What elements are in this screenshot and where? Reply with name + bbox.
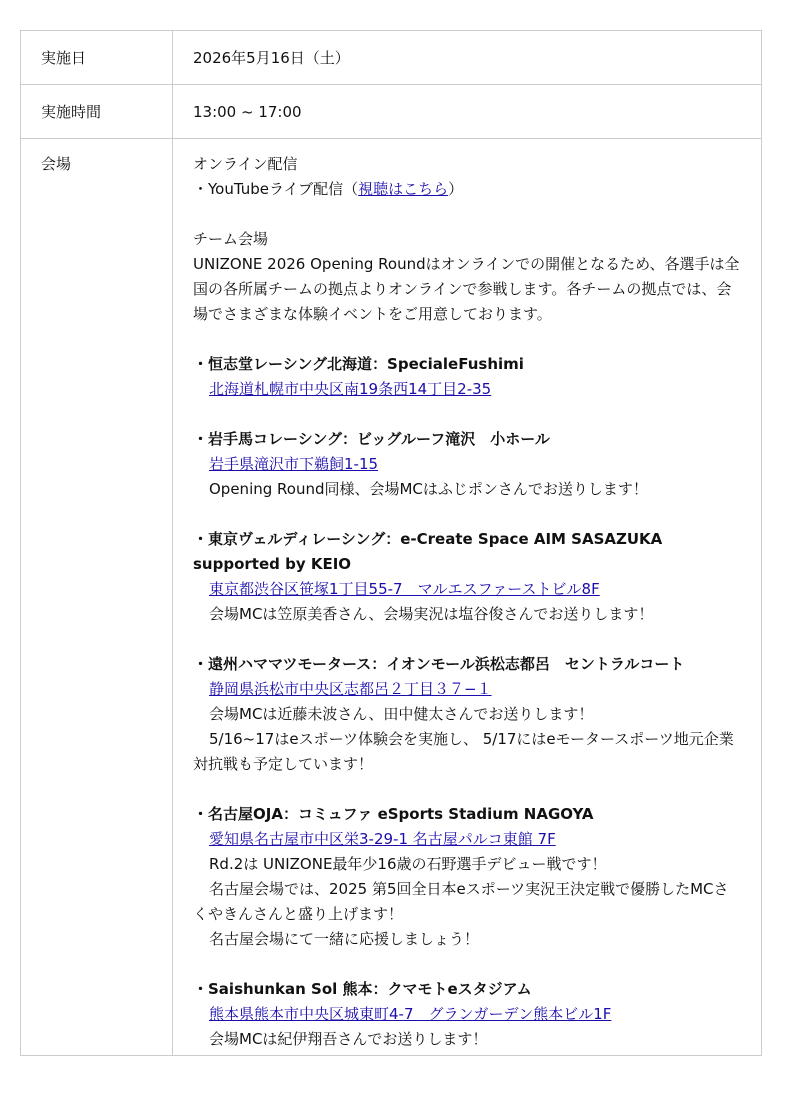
venue-name: ・名古屋OJA：コミュファ eSports Stadium NAGOYA	[193, 805, 594, 823]
venue-list	[193, 327, 741, 1052]
venue-name: ・Saishunkan Sol 熊本：クマモトeスタジアム	[193, 980, 532, 998]
spacer	[193, 777, 741, 802]
spacer	[193, 202, 741, 227]
venue-note: 会場MCは近藤未波さん、田中健太さんでお送りします！	[209, 705, 594, 723]
venue-note: 5/16~17はeスポーツ体験会を実施し、 5/17にはeモータースポーツ地元企業対抗戦も予定しています！	[193, 730, 734, 773]
venue-address-link[interactable]: 岩手県滝沢市下鵜飼1-15	[209, 455, 379, 473]
row-time	[21, 85, 762, 139]
venue-name: ・遠州ハママツモータース：イオンモール浜松志都呂 セントラルコート	[193, 655, 685, 673]
venue-note: 会場MCは紀伊翔吾さんでお送りします！	[209, 1030, 488, 1048]
watch-link[interactable]: 視聴はこちら	[358, 180, 449, 198]
venue-address-line	[193, 677, 741, 702]
venue-address-link[interactable]: 静岡県浜松市中央区志都呂２丁目３７−１	[209, 680, 492, 698]
time-label: 実施時間	[21, 85, 173, 139]
venue-note: Opening Round同様、会場MCはふじポンさんでお送りします！	[209, 480, 648, 498]
venue-address-line	[193, 1002, 741, 1027]
date-value: 2026年5月16日（土）	[173, 31, 762, 85]
venue-address-line	[193, 577, 741, 602]
venue-name: ・恒志堂レーシング北海道：SpecialeFushimi	[193, 355, 524, 373]
spacer	[193, 502, 741, 527]
venue-address-link[interactable]: 北海道札幌市中央区南19条西14丁目2-35	[209, 380, 492, 398]
venue-address-link[interactable]: 愛知県名古屋市中区栄3-29-1 名古屋パルコ東館 7F	[209, 830, 556, 848]
youtube-line	[193, 177, 741, 202]
date-label: 実施日	[21, 31, 173, 85]
spacer	[193, 402, 741, 427]
venue-address-link[interactable]: 熊本県熊本市中央区城東町4-7 グランガーデン熊本ビル1F	[209, 1005, 612, 1023]
venue-address-link[interactable]: 東京都渋谷区笹塚1丁目55-7 マルエスファーストビル8F	[209, 580, 600, 598]
venue-name: ・東京ヴェルディレーシング：e-Create Space AIM SASAZUKA supported by KEIO	[193, 530, 663, 573]
youtube-prefix: ・YouTubeライブ配信（	[193, 180, 359, 198]
time-value: 13:00 ~ 17:00	[173, 85, 762, 139]
venue-note: 名古屋会場にて一緒に応援しましょう！	[209, 930, 480, 948]
spacer	[193, 952, 741, 977]
event-info-table	[20, 30, 762, 1056]
venue-address-line	[193, 377, 741, 402]
venue-label: 会場	[21, 139, 173, 1056]
spacer	[193, 327, 741, 352]
row-venue	[21, 139, 762, 1056]
venue-value	[173, 139, 762, 1056]
venue-address-line	[193, 452, 741, 477]
venue-address-line	[193, 827, 741, 852]
venue-note: 会場MCは笠原美香さん、会場実況は塩谷俊さんでお送りします！	[209, 605, 654, 623]
venue-note: 名古屋会場では、2025 第5回全日本eスポーツ実況王決定戦で優勝したMCさくやきんさんと盛り上げます！	[193, 880, 729, 923]
spacer	[193, 627, 741, 652]
youtube-suffix: ）	[448, 180, 464, 198]
venue-name: ・岩手馬コレーシング：ビッグルーフ滝沢 小ホール	[193, 430, 550, 448]
row-date	[21, 31, 762, 85]
team-heading: チーム会場	[193, 230, 269, 248]
online-heading: オンライン配信	[193, 155, 298, 173]
team-intro: UNIZONE 2026 Opening Roundはオンラインでの開催となるため、各選手は全国の各所属チームの拠点よりオンラインで参戦します。各チームの拠点では、会場でさまざまな体験イベントをご用意しております。	[193, 255, 740, 323]
venue-note: Rd.2は UNIZONE最年少16歳の石野選手デビュー戦です！	[209, 855, 607, 873]
